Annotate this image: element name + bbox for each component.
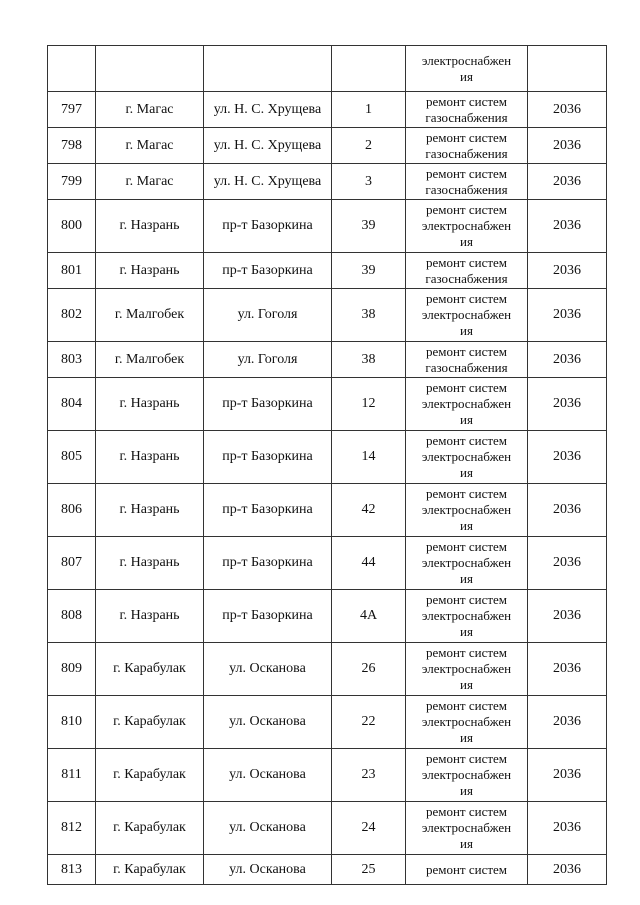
street-cell: ул. Н. С. Хрущева (204, 164, 332, 200)
year-cell: 2036 (528, 537, 607, 590)
work-type-line: ия (460, 677, 473, 692)
city-cell: г. Назрань (96, 590, 204, 643)
work-type-line: ремонт систем (425, 291, 508, 306)
house-cell: 38 (332, 289, 406, 342)
work-type-line: ия (460, 571, 473, 586)
work-type-cell (406, 749, 528, 802)
work-type-line: электроснабжен (421, 52, 512, 68)
work-type-cell (406, 537, 528, 590)
house-cell: 14 (332, 431, 406, 484)
work-type-line: ремонт систем (425, 93, 508, 109)
city-cell: г. Карабулак (96, 696, 204, 749)
work-type-line: ия (460, 68, 473, 84)
work-type-line: ия (460, 465, 473, 480)
street-cell: ул. Н. С. Хрущева (204, 92, 332, 128)
year-cell: 2036 (528, 164, 607, 200)
work-type-line: ремонт систем (425, 254, 508, 270)
work-type-cell (406, 200, 528, 253)
work-type-line: ремонт систем (425, 202, 508, 217)
work-type-cell (406, 696, 528, 749)
house-cell: 23 (332, 749, 406, 802)
work-type-cell (406, 378, 528, 431)
street-cell: ул. Осканова (204, 749, 332, 802)
work-type-line: ремонт систем (425, 804, 508, 819)
house-cell (332, 46, 406, 92)
city-cell: г. Малгобек (96, 342, 204, 378)
table-row (48, 342, 607, 378)
row-number: 802 (48, 289, 96, 342)
year-cell: 2036 (528, 200, 607, 253)
year-cell: 2036 (528, 431, 607, 484)
work-type-line: ия (460, 234, 473, 249)
work-type-line: ремонт систем (425, 486, 508, 501)
city-cell: г. Магас (96, 128, 204, 164)
row-number: 805 (48, 431, 96, 484)
work-type-line: электроснабжен (421, 555, 512, 570)
row-number: 809 (48, 643, 96, 696)
year-cell: 2036 (528, 696, 607, 749)
work-type-line: электроснабжен (421, 714, 512, 729)
street-cell: пр-т Базоркина (204, 537, 332, 590)
table-row (48, 749, 607, 802)
street-cell: пр-т Базоркина (204, 253, 332, 289)
work-type-cell (406, 92, 528, 128)
work-type-line: ремонт систем (425, 433, 508, 448)
street-cell: ул. Осканова (204, 643, 332, 696)
house-cell: 26 (332, 643, 406, 696)
house-cell: 38 (332, 342, 406, 378)
work-type-line: ремонт систем (425, 592, 508, 607)
row-number: 798 (48, 128, 96, 164)
year-cell: 2036 (528, 749, 607, 802)
house-cell: 25 (332, 855, 406, 885)
work-type-line: ия (460, 624, 473, 639)
table-row (48, 92, 607, 128)
table-row (48, 164, 607, 200)
work-type-line: ремонт систем (425, 539, 508, 554)
year-cell: 2036 (528, 802, 607, 855)
street-cell: ул. Гоголя (204, 342, 332, 378)
row-number: 808 (48, 590, 96, 643)
city-cell: г. Карабулак (96, 749, 204, 802)
year-cell: 2036 (528, 289, 607, 342)
year-cell: 2036 (528, 92, 607, 128)
work-type-cell (406, 431, 528, 484)
year-cell: 2036 (528, 128, 607, 164)
house-cell: 39 (332, 253, 406, 289)
row-number: 810 (48, 696, 96, 749)
work-type-line: газоснабжения (425, 181, 508, 197)
year-cell: 2036 (528, 378, 607, 431)
city-cell: г. Малгобек (96, 289, 204, 342)
city-cell: г. Карабулак (96, 802, 204, 855)
work-type-line: газоснабжения (425, 109, 508, 125)
row-number: 799 (48, 164, 96, 200)
work-type-line: ия (460, 412, 473, 427)
row-number: 806 (48, 484, 96, 537)
work-type-cell (406, 289, 528, 342)
work-type-line: ия (460, 518, 473, 533)
work-type-line: ремонт систем (425, 698, 508, 713)
street-cell: пр-т Базоркина (204, 431, 332, 484)
work-type-line: электроснабжен (421, 396, 512, 411)
table-body (48, 46, 607, 885)
table-row (48, 253, 607, 289)
table-row (48, 378, 607, 431)
work-type-line: электроснабжен (421, 608, 512, 623)
work-type-cell (406, 802, 528, 855)
work-type-line: ия (460, 730, 473, 745)
table-row (48, 643, 607, 696)
year-cell: 2036 (528, 590, 607, 643)
work-type-cell (406, 484, 528, 537)
work-type-line: газоснабжения (425, 270, 508, 286)
work-type-cell (406, 855, 528, 885)
work-type-cell (406, 46, 528, 92)
year-cell: 2036 (528, 643, 607, 696)
row-number: 797 (48, 92, 96, 128)
work-type-line: ремонт систем (425, 129, 508, 145)
row-number: 812 (48, 802, 96, 855)
city-cell: г. Назрань (96, 378, 204, 431)
row-number: 811 (48, 749, 96, 802)
city-cell (96, 46, 204, 92)
row-number: 800 (48, 200, 96, 253)
table-row (48, 289, 607, 342)
work-type-line: газоснабжения (425, 145, 508, 161)
house-cell: 4А (332, 590, 406, 643)
work-type-line: электроснабжен (421, 307, 512, 322)
house-cell: 12 (332, 378, 406, 431)
house-cell: 39 (332, 200, 406, 253)
year-cell: 2036 (528, 253, 607, 289)
work-type-line: ия (460, 836, 473, 851)
city-cell: г. Магас (96, 92, 204, 128)
city-cell: г. Карабулак (96, 643, 204, 696)
table-row (48, 200, 607, 253)
city-cell: г. Карабулак (96, 855, 204, 885)
work-type-line: электроснабжен (421, 767, 512, 782)
house-cell: 44 (332, 537, 406, 590)
work-type-cell (406, 253, 528, 289)
street-cell: пр-т Базоркина (204, 200, 332, 253)
repair-schedule-table (47, 45, 607, 885)
house-cell: 24 (332, 802, 406, 855)
city-cell: г. Назрань (96, 431, 204, 484)
street-cell: пр-т Базоркина (204, 378, 332, 431)
street-cell: ул. Н. С. Хрущева (204, 128, 332, 164)
city-cell: г. Назрань (96, 200, 204, 253)
table-row (48, 46, 607, 92)
work-type-line: ия (460, 783, 473, 798)
street-cell (204, 46, 332, 92)
work-type-line: ремонт систем (425, 751, 508, 766)
row-number: 804 (48, 378, 96, 431)
work-type-line: ремонт систем (425, 165, 508, 181)
work-type-line: электроснабжен (421, 218, 512, 233)
table-row (48, 431, 607, 484)
year-cell (528, 46, 607, 92)
work-type-cell (406, 164, 528, 200)
row-number (48, 46, 96, 92)
house-cell: 1 (332, 92, 406, 128)
table-row (48, 855, 607, 885)
row-number: 801 (48, 253, 96, 289)
row-number: 803 (48, 342, 96, 378)
city-cell: г. Назрань (96, 537, 204, 590)
city-cell: г. Магас (96, 164, 204, 200)
street-cell: ул. Осканова (204, 855, 332, 885)
work-type-line: ремонт систем (425, 343, 508, 359)
street-cell: ул. Гоголя (204, 289, 332, 342)
house-cell: 3 (332, 164, 406, 200)
year-cell: 2036 (528, 855, 607, 885)
work-type-line: электроснабжен (421, 661, 512, 676)
city-cell: г. Назрань (96, 253, 204, 289)
house-cell: 2 (332, 128, 406, 164)
work-type-line: ремонт систем (425, 380, 508, 395)
house-cell: 22 (332, 696, 406, 749)
row-number: 807 (48, 537, 96, 590)
work-type-line: электроснабжен (421, 820, 512, 835)
year-cell: 2036 (528, 342, 607, 378)
work-type-line: ия (460, 323, 473, 338)
table-row (48, 484, 607, 537)
house-cell: 42 (332, 484, 406, 537)
work-type-cell (406, 590, 528, 643)
table-row (48, 128, 607, 164)
street-cell: ул. Осканова (204, 696, 332, 749)
street-cell: ул. Осканова (204, 802, 332, 855)
work-type-line: электроснабжен (421, 502, 512, 517)
work-type-line: ремонт систем (425, 861, 508, 877)
work-type-line: ремонт систем (425, 645, 508, 660)
work-type-line: газоснабжения (425, 359, 508, 375)
row-number: 813 (48, 855, 96, 885)
street-cell: пр-т Базоркина (204, 590, 332, 643)
table-row (48, 537, 607, 590)
year-cell: 2036 (528, 484, 607, 537)
city-cell: г. Назрань (96, 484, 204, 537)
work-type-cell (406, 128, 528, 164)
work-type-cell (406, 342, 528, 378)
table-row (48, 696, 607, 749)
work-type-line: электроснабжен (421, 449, 512, 464)
street-cell: пр-т Базоркина (204, 484, 332, 537)
work-type-cell (406, 643, 528, 696)
table-row (48, 590, 607, 643)
table-row (48, 802, 607, 855)
